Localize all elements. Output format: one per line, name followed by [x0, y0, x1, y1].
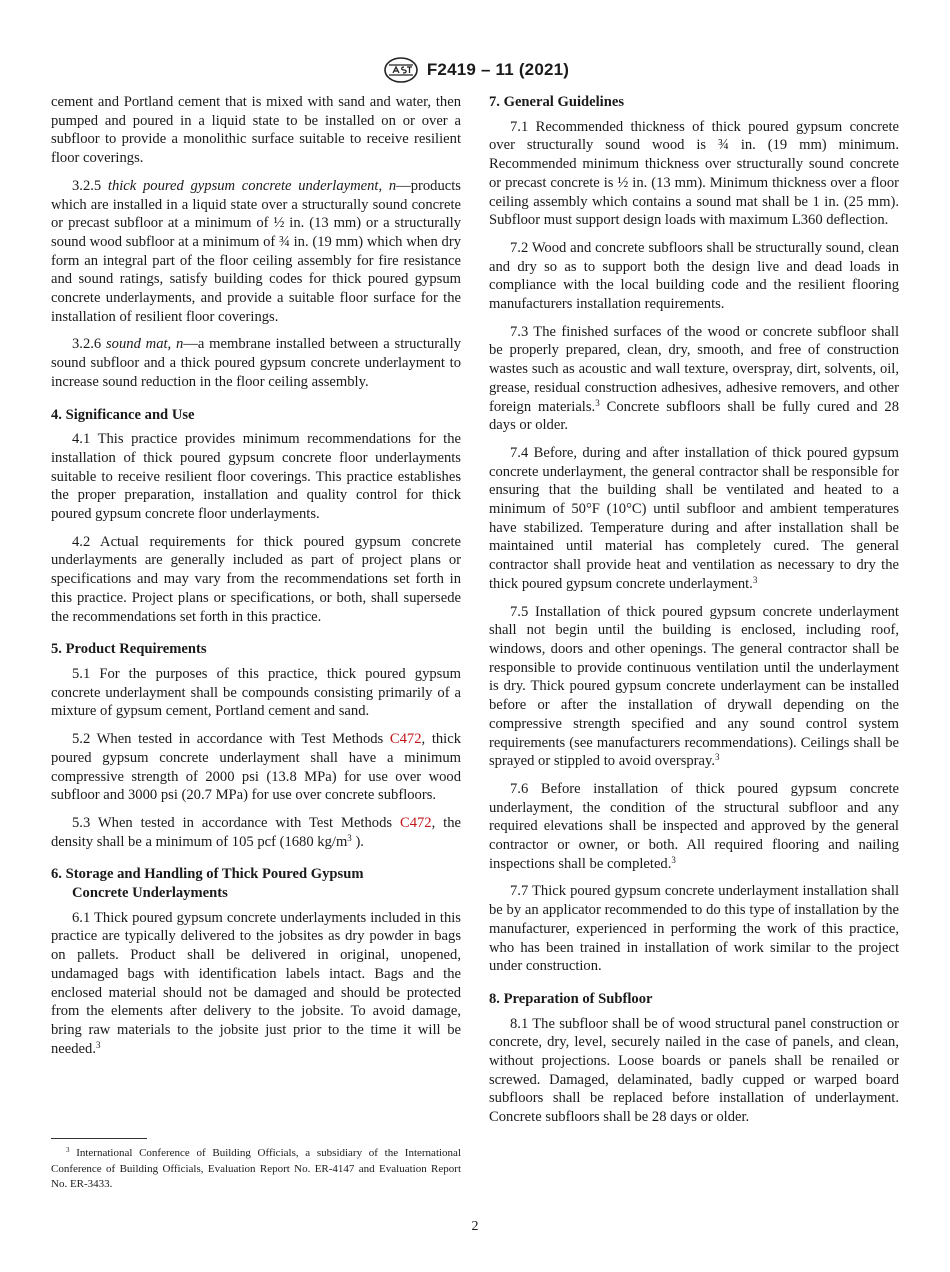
superscript: 3: [347, 832, 352, 843]
defined-term: thick poured gypsum concrete underlayment, n: [107, 177, 397, 194]
paragraph-7-7: 7.7 Thick poured gypsum concrete underlayment installation shall be by an applicator recommended to do this type of installation by the manufacturer, experienced in performing the work of this practice, who has been trained in installation of work similar to the project under construction.: [489, 883, 899, 975]
paragraph-text: 6.1 Thick poured gypsum concrete underlayments included in this practice are typically delivered to the jobsites as dry powder in bags on pallets. Product shall be delivered in original, unopened, undamaged bags with identification labels intact. Bags and the enclosed material should not be damaged and should be protected from the elements after delivery to the jobsite. To avoid damage, bring raw materials to the jobsite just prior to the time it will be needed.: [51, 909, 461, 1057]
paragraph-text: Concrete subfloors shall be fully cured and 28 days or older.: [489, 398, 899, 434]
paragraph-4-1: 4.1 This practice provides minimum recommendations for the installation of thick poured gypsum concrete floor underlayments suitable to receive resilient floor coverings. This practice establishes the proper preparation, installation and quality control for thick poured gypsum concrete floor underlayments.: [51, 431, 461, 523]
paragraph-text: 5.3 When tested in accordance with Test Methods: [72, 814, 400, 831]
definition-text: —products which are installed in a liquid state over a structurally sound concrete or precast subfloor at a minimum of ½ in. (13 mm) or a structurally sound wood subfloor at a minimum of ¾ in. (19 mm) which when dry form an integral part of the floor ceiling assembly for fire resistance and sound ratings, satisfy building codes for thick poured gypsum concrete underlayments, and provide a suitable floor surface for the installation of resilient floor coverings.: [51, 177, 461, 325]
footnote-divider: [51, 1138, 147, 1139]
paragraph-3-2-4-continuation: cement and Portland cement that is mixed with sand and water, then pumped and poured in a liquid state to be installed on or over a subfloor to provide a monolithic surface suitable to receive resilient floor coverings.: [51, 94, 461, 167]
heading-line: Concrete Underlayments: [72, 885, 228, 902]
paragraph-7-1: 7.1 Recommended thickness of thick poured gypsum concrete over structurally sound wood is ¾ in. (19 mm) minimum. Recommended minimum thickness over structurally sound concrete or precast concrete is ½ in. (13 mm). Minimum thickness over a floor ceiling assembly which contains a sound mat shall be 1 in. (25 mm). Subfloor must support design loads with maximum L360 deflection.: [489, 118, 899, 229]
section-heading-7: 7. General Guidelines: [489, 94, 624, 110]
page-header: [0, 56, 950, 84]
footnote-ref[interactable]: 3: [95, 1039, 101, 1050]
defined-term: sound mat, n: [106, 336, 184, 353]
definition-text: —a membrane installed between a structurally sound subfloor and a thick poured gypsum concrete underlayment to increase sound reduction in the floor ceiling assembly.: [51, 336, 461, 390]
footnote-ref[interactable]: 3: [752, 574, 758, 585]
paragraph-text: 7.5 Installation of thick poured gypsum concrete underlayment shall not begin until the building is enclosed, including roof, windows, doors and other openings. The general contractor shall be responsible to provide continuous ventilation until the underlayment is dry. Thick poured gypsum concrete underlayment can be installed before or after the installation of drywall depending on the compressive strength specified and any sound control system requirements (see manufacturers recommendations). Ceilings shall be sprayed or stippled to avoid overspray.: [489, 603, 899, 770]
c472-link[interactable]: C472: [389, 731, 422, 748]
paragraph-6-1: [51, 909, 461, 1059]
paragraph-5-3: [51, 814, 461, 851]
footnote-ref[interactable]: 3: [671, 854, 676, 865]
paragraph-7-4: [489, 444, 899, 594]
paragraph-text: 5.2 When tested in accordance with Test Methods: [72, 731, 390, 748]
paragraph-4-2: 4.2 Actual requirements for thick poured gypsum concrete underlayments are generally included as part of project plans or specifications and may vary from the recommendations set forth in this practice. Project plans or specifications, or both, shall supersede the recommendations set forth in this practice.: [51, 533, 461, 625]
section-heading-5: 5. Product Requirements: [51, 641, 207, 658]
left-column: [51, 93, 461, 1067]
document-designation: F2419 – 11 (2021): [426, 60, 570, 79]
paragraph-5-1: 5.1 For the purposes of this practice, thick poured gypsum concrete underlayment shall be compounds consisting primarily of a mixture of gypsum cement, Portland cement and sand.: [51, 665, 461, 720]
paragraph-text: 7.3 The finished surfaces of the wood or concrete subfloor shall be properly prepared, clean, dry, smooth, and free of construction wastes such as acoustic and wall texture, overspray, dirt, solvents, oil, grease, residual construction adhesives, adhesive removers, and other foreign materials.: [489, 323, 899, 415]
paragraph-text: 7.6 Before installation of thick poured gypsum concrete underlayment, the condition of the structural subfloor and any required elevations shall be inspected and approved by the general contractor or owner, or both. All required flooring and nailing inspections shall be completed.: [489, 780, 899, 872]
right-column: [489, 93, 899, 1136]
paragraph-7-3: [489, 323, 899, 435]
paragraph-3-2-6: [51, 335, 461, 391]
section-heading-8: 8. Preparation of Subfloor: [489, 990, 653, 1007]
section-heading-4: 4. Significance and Use: [51, 406, 195, 423]
c472-link[interactable]: C472: [399, 814, 432, 831]
section-heading-6: [51, 865, 461, 902]
paragraph-text: , thick poured gypsum concrete underlayment shall have a minimum compressive strength of 2000 psi (13.8 MPa) for use over wood subfloor and 3000 psi (20.7 MPa) for use over concrete subfloors.: [51, 731, 461, 804]
paragraph-3-2-5: [51, 177, 461, 327]
astm-logo-icon: [381, 56, 421, 84]
section-number: 3.2.6: [72, 336, 102, 353]
paragraph-text: 7.4 Before, during and after installation of thick poured gypsum concrete underlayment, the general contractor shall be responsible for ensuring that the building shall be ventilated and heated to a minimum of 50°F (10°C) until subfloor and ambient temperatures have stabilized. Temperature during and after installation shall be maintained until material has completely cured. The general contractor shall provide heat and ventilation as necessary to dry the thick poured gypsum concrete underlayment.: [489, 444, 899, 592]
heading-line: 6. Storage and Handling of Thick Poured Gypsum: [51, 866, 364, 883]
paragraph-7-2: 7.2 Wood and concrete subfloors shall be structurally sound, clean and dry so as to support both the design live and dead loads in compliance with the local building code and the resilient flooring manufacturers installation requirements.: [489, 239, 899, 313]
paragraph-8-1: 8.1 The subfloor shall be of wood structural panel construction or concrete, dry, level, securely nailed in the case of panels, and clean, without projections. Loose boards or panels shall be renailed or screwed. Damaged, delaminated, badly cupped or warped board subfloors shall be replaced before installation of underlayment. Concrete subfloors shall be 28 days or older.: [489, 1015, 899, 1126]
footnote-ref[interactable]: 3: [715, 752, 720, 763]
section-number: 3.2.5: [72, 177, 102, 194]
paragraph-5-2: [51, 730, 461, 805]
paragraph-7-5: [489, 603, 899, 771]
paragraph-text: ).: [351, 833, 364, 850]
page-number: 2: [471, 1219, 479, 1234]
footnote-text: International Conference of Building Officials, a subsidiary of the International Conference of Building Officials, Evaluation Report No. ER-4147 and Evaluation Report No. ER-3433.: [51, 1147, 461, 1191]
paragraph-7-6: [489, 780, 899, 874]
footnote-3: [51, 1146, 461, 1193]
paragraph-text: , the density shall be a minimum of 105 pcf (1680 kg/m: [51, 814, 461, 850]
footnote-ref[interactable]: 3: [595, 397, 600, 408]
footnote-marker: 3: [66, 1146, 70, 1154]
